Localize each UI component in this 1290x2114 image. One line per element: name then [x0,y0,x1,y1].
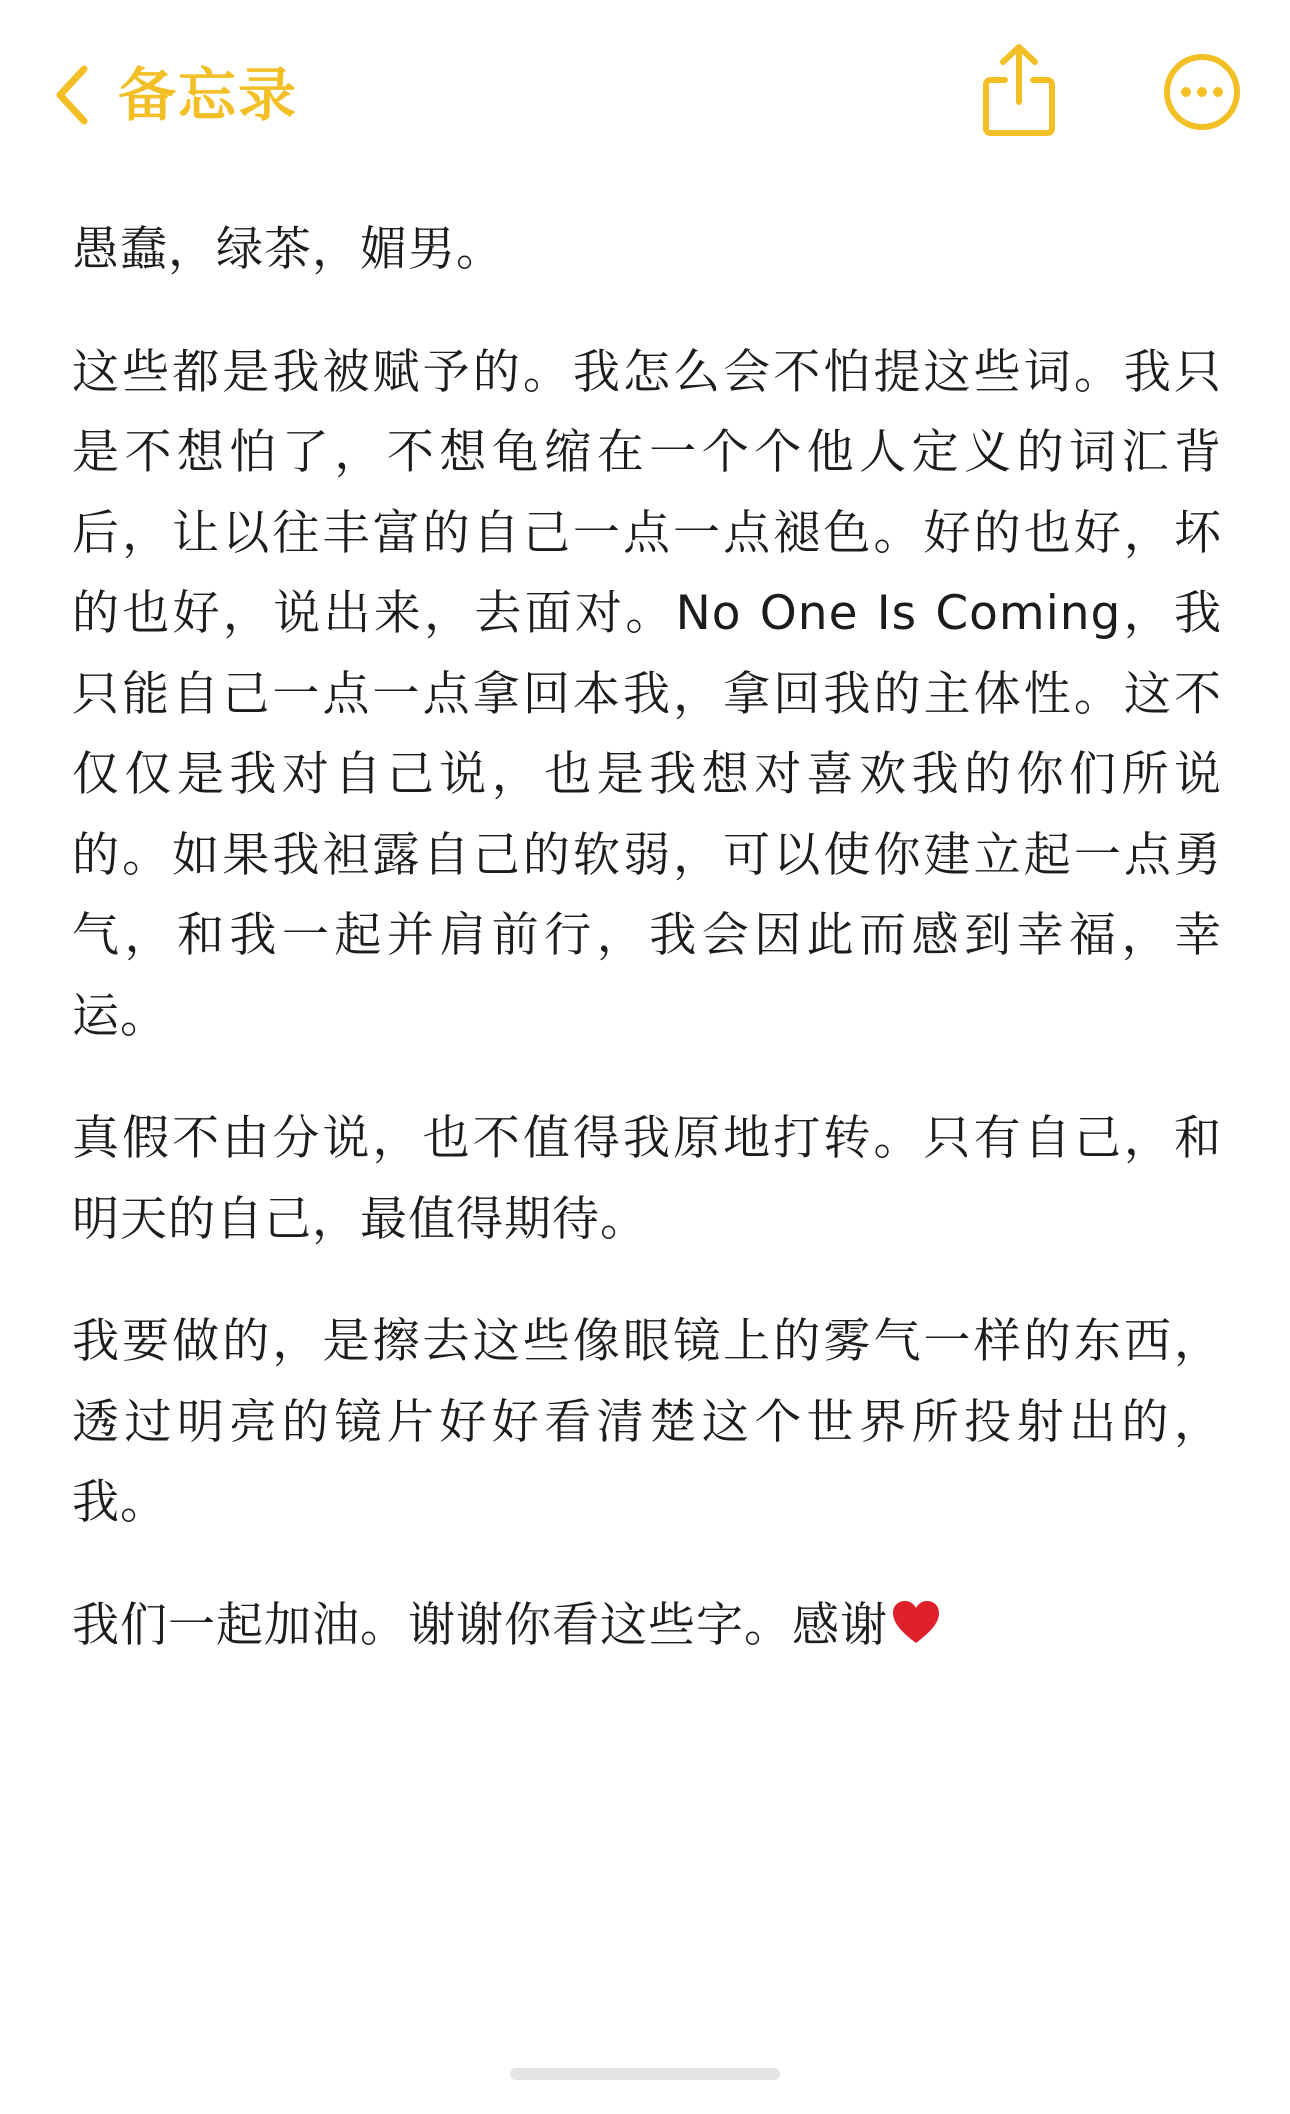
chevron-left-icon [52,63,90,127]
more-ellipsis-icon[interactable] [1162,52,1242,132]
note-paragraph: 真假不由分说，也不值得我原地打转。只有自己，和明天的自己，最值得期待。 [72,1111,1222,1247]
note-paragraph: 这些都是我被赋予的。我怎么会不怕提这些词。我只是不想怕了，不想龟缩在一个个他人定义的词汇背后，让以往丰富的自己一点一点褪色。好的也好，坏的也好，说出来，去面对。No One Is Coming，我只能自己一点一点拿回本我，拿回我的主体性。这不仅仅是我对自己说，也是我想对喜欢我的你们所说的。如果我袒露自己的软弱，可以使你建立起一点勇气，和我一起并肩前行，我会因此而感到幸福，幸运。 [72,344,1222,1044]
note-paragraph: 愚蠢，绿茶，媚男。 [72,222,504,277]
red-heart-icon [890,1597,942,1649]
back-button[interactable] [52,55,298,135]
home-indicator [510,2068,780,2080]
note-paragraph: 我要做的，是擦去这些像眼镜上的雾气一样的东西，透过明亮的镜片好好看清楚这个世界所投射出的，我。 [72,1314,1222,1530]
note-body[interactable] [72,210,1222,1666]
share-icon[interactable] [978,40,1060,140]
note-paragraph-text: 我们一起加油。谢谢你看这些字。感谢 [72,1597,888,1653]
note-paragraph-last [72,1586,1222,1667]
navigation-bar [0,0,1290,190]
back-label: 备忘录 [118,61,299,129]
